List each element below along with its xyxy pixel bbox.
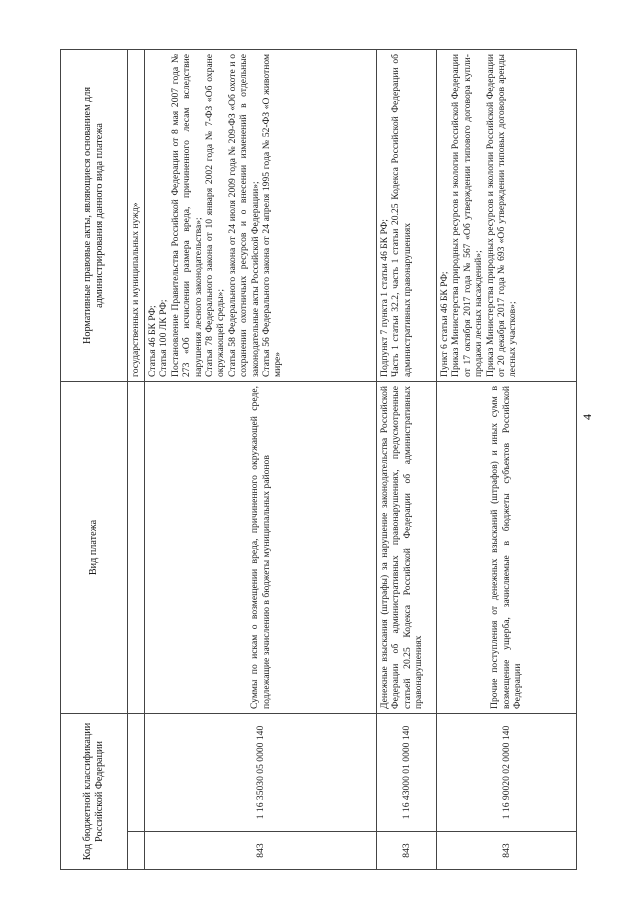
table-header-row [61,49,128,869]
continuation-text: государственных и муниципальных нужд» [128,49,145,381]
payment-type: Суммы по искам о возмещении вреда, причиненного окружающей среде, подлежащие зачислению в бюджеты муниципальных районов [145,381,377,713]
table-row [145,49,377,869]
page-number: 4 [580,414,594,420]
legal-act: Подпункт 7 пункта 1 статьи 46 БК РФ; [379,219,390,377]
budget-code: 1 16 35030 05 0000 140 [145,713,377,831]
payments-table [60,49,577,870]
table-row [437,49,577,869]
legal-act: Статья 58 Федерального закона от 24 июля 2009 года № 209-ФЗ «Об охоте и о сохранении охотничьих ресурсов и о внесении изменений в отдельные законодательные акты Российской Федерации»; [226,53,261,377]
legal-act: Статья 78 Федерального закона от 10 января 2002 года № 7-ФЗ «Об охране окружающей среды»; [204,53,227,377]
continuation-row [128,49,145,869]
legal-act: Постановление Правительства Российской Федерации от 8 мая 2007 года № 273 «Об исчислении размера вреда, причиненного лесам вследствие нарушения лесного законодательства»; [169,53,204,377]
legal-act: Приказ Министерства природных ресурсов и экологии Российской Федерации от 17 октября 2017 года № 567 «Об утверждении типового договора купли-продажи лесных насаждений»; [450,53,485,377]
admin-code: 843 [377,832,437,870]
legal-acts [437,49,577,381]
admin-code: 843 [437,832,577,870]
payment-type: Прочие поступления от денежных взысканий (штрафов) и иных сумм в возмещение ущерба, зачисляемые в бюджеты субъектов Российской Федерации [437,381,577,713]
legal-act: Приказ Министерства природных ресурсов и экологии Российской Федерации от 20 декабря 2017 года № 693 «Об утверждении типовых договоров аренды лесных участков»; [484,53,519,377]
legal-act: Статья 100 ЛК РФ; [158,299,170,377]
document-page [60,50,630,870]
admin-code: 843 [145,832,377,870]
payment-type: Денежные взыскания (штрафы) за нарушение законодательства Российской Федерации об административных правонарушениях, предусмотренные статьей 20.25 Кодекса Российской Федерации об административных правонарушениях [377,381,437,713]
legal-act: Статья 46 БК РФ; [147,305,158,377]
budget-code: 1 16 90020 02 0000 140 [437,713,577,831]
legal-acts [145,49,377,381]
header-type: Вид платежа [61,381,128,713]
legal-act: Часть 1 статьи 32.2, часть 1 статьи 20.25 Кодекса Российской Федерации об административных правонарушениях [390,53,413,377]
budget-code: 1 16 43000 01 0000 140 [377,713,437,831]
legal-act: Пункт 6 статьи 46 БК РФ; [439,271,450,377]
table-row [377,49,437,869]
header-code: Код бюджетной классификации Российской Федерации [61,713,128,869]
legal-act: Статья 56 Федерального закона от 24 апреля 1995 года № 52-ФЗ «О животном мире» [261,53,284,377]
legal-acts [377,49,437,381]
header-acts: Нормативные правовые акты, являющиеся основанием для администрирования данного вида платежа [61,49,128,381]
